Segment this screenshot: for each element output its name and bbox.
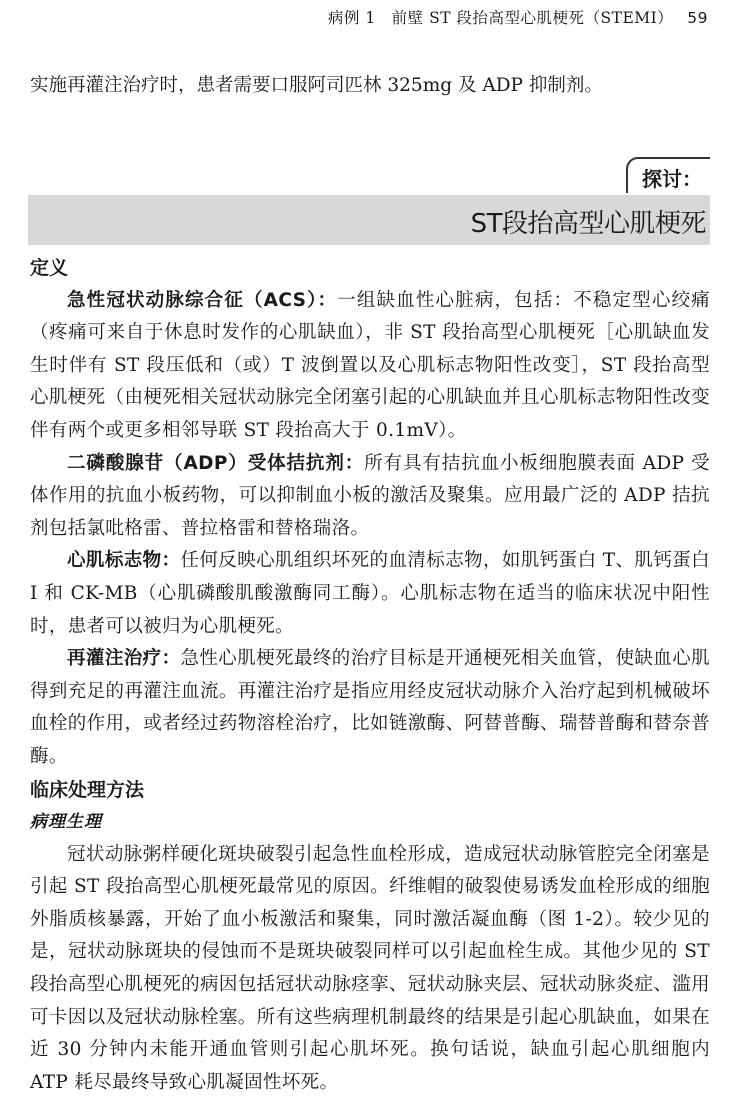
pathophysiology-subheading: 病理生理 xyxy=(30,812,102,833)
section-banner xyxy=(28,195,710,245)
pathophysiology-paragraph: 冠状动脉粥样硬化斑块破裂引起急性血栓形成，造成冠状动脉管腔完全闭塞是引起 ST 段抬高型心肌梗死最常见的原因。纤维帽的破裂使易诱发血栓形成的细胞外脂质核暴露，开始了血小板激活和聚集，同时激活凝血酶（图 1-2）。较少见的是，冠状动脉斑块的侵蚀而不是斑块破裂同样可以引起血栓生成。其他少见的 ST 段抬高型心肌梗死的病因包括冠状动脉痉挛、冠状动脉夹层、冠状动脉炎症、滥用可卡因以及冠状动脉栓塞。所有这些病理机制最终的结果是引起心肌缺血，如果在近 30 分钟内未能开通血管则引起心肌坏死。换句话说，缺血引起心肌细胞内 ATP 耗尽最终导致心肌凝固性坏死。 xyxy=(30,843,710,1093)
definition-adp xyxy=(30,448,710,546)
clinical-heading: 临床处理方法 xyxy=(30,778,145,801)
definition-term: 再灌注治疗： xyxy=(67,648,181,670)
definition-term: 心肌标志物： xyxy=(67,550,181,572)
discussion-tab: 探讨： xyxy=(626,157,710,193)
definition-reperfusion xyxy=(30,643,710,773)
running-title: 病例 1 前壁 ST 段抬高型心肌梗死（STEMI） xyxy=(327,9,674,27)
article-body xyxy=(30,252,710,1099)
section-title: ST段抬高型心肌梗死 xyxy=(470,209,706,239)
definition-text: 急性心肌梗死最终的治疗目标是开通梗死相关血管，使缺血心肌得到充足的再灌注血流。再灌注治疗是指应用经皮冠状动脉介入治疗起到机械破坏血栓的作用，或者经过药物溶栓治疗，比如链激酶、阿替普酶、瑞替普酶和替奈普酶。 xyxy=(30,648,710,767)
definition-term: 急性冠状动脉综合征（ACS）： xyxy=(67,289,338,311)
definition-markers xyxy=(30,545,710,643)
definition-acs xyxy=(30,285,710,448)
definition-text: 任何反映心肌组织坏死的血清标志物，如肌钙蛋白 T、肌钙蛋白 I 和 CK-MB（心肌磷酸肌酸激酶同工酶）。心肌标志物在适当的临床状况中阳性时，患者可以被归为心肌梗死。 xyxy=(30,550,711,637)
page-number: 59 xyxy=(687,9,708,27)
intro-text: 实施再灌注治疗时，患者需要口服阿司匹林 325mg 及 ADP 抑制剂。 xyxy=(30,75,603,96)
definition-text: 一组缺血性心脏病，包括：不稳定型心绞痛（疼痛可来自于休息时发作的心肌缺血），非 ST 段抬高型心肌梗死［心肌缺血发生时伴有 ST 段压低和（或）T 波倒置以及心肌标志物阳性改变］，ST 段抬高型心肌梗死（由梗死相关冠状动脉完全闭塞引起的心肌缺血并且心肌标志物阳性改变伴有两个或更多相邻导联 ST 段抬高大于 0.1mV）。 xyxy=(30,289,710,441)
definitions-heading: 定义 xyxy=(30,257,69,279)
definition-term: 二磷酸腺苷（ADP）受体拮抗剂： xyxy=(67,452,365,474)
running-header xyxy=(328,6,708,28)
definition-text: 所有具有拮抗血小板细胞膜表面 ADP 受体作用的抗血小板药物，可以抑制血小板的激活及聚集。应用最广泛的 ADP 拮抗剂包括氯吡格雷、普拉格雷和替格瑞洛。 xyxy=(30,452,710,539)
